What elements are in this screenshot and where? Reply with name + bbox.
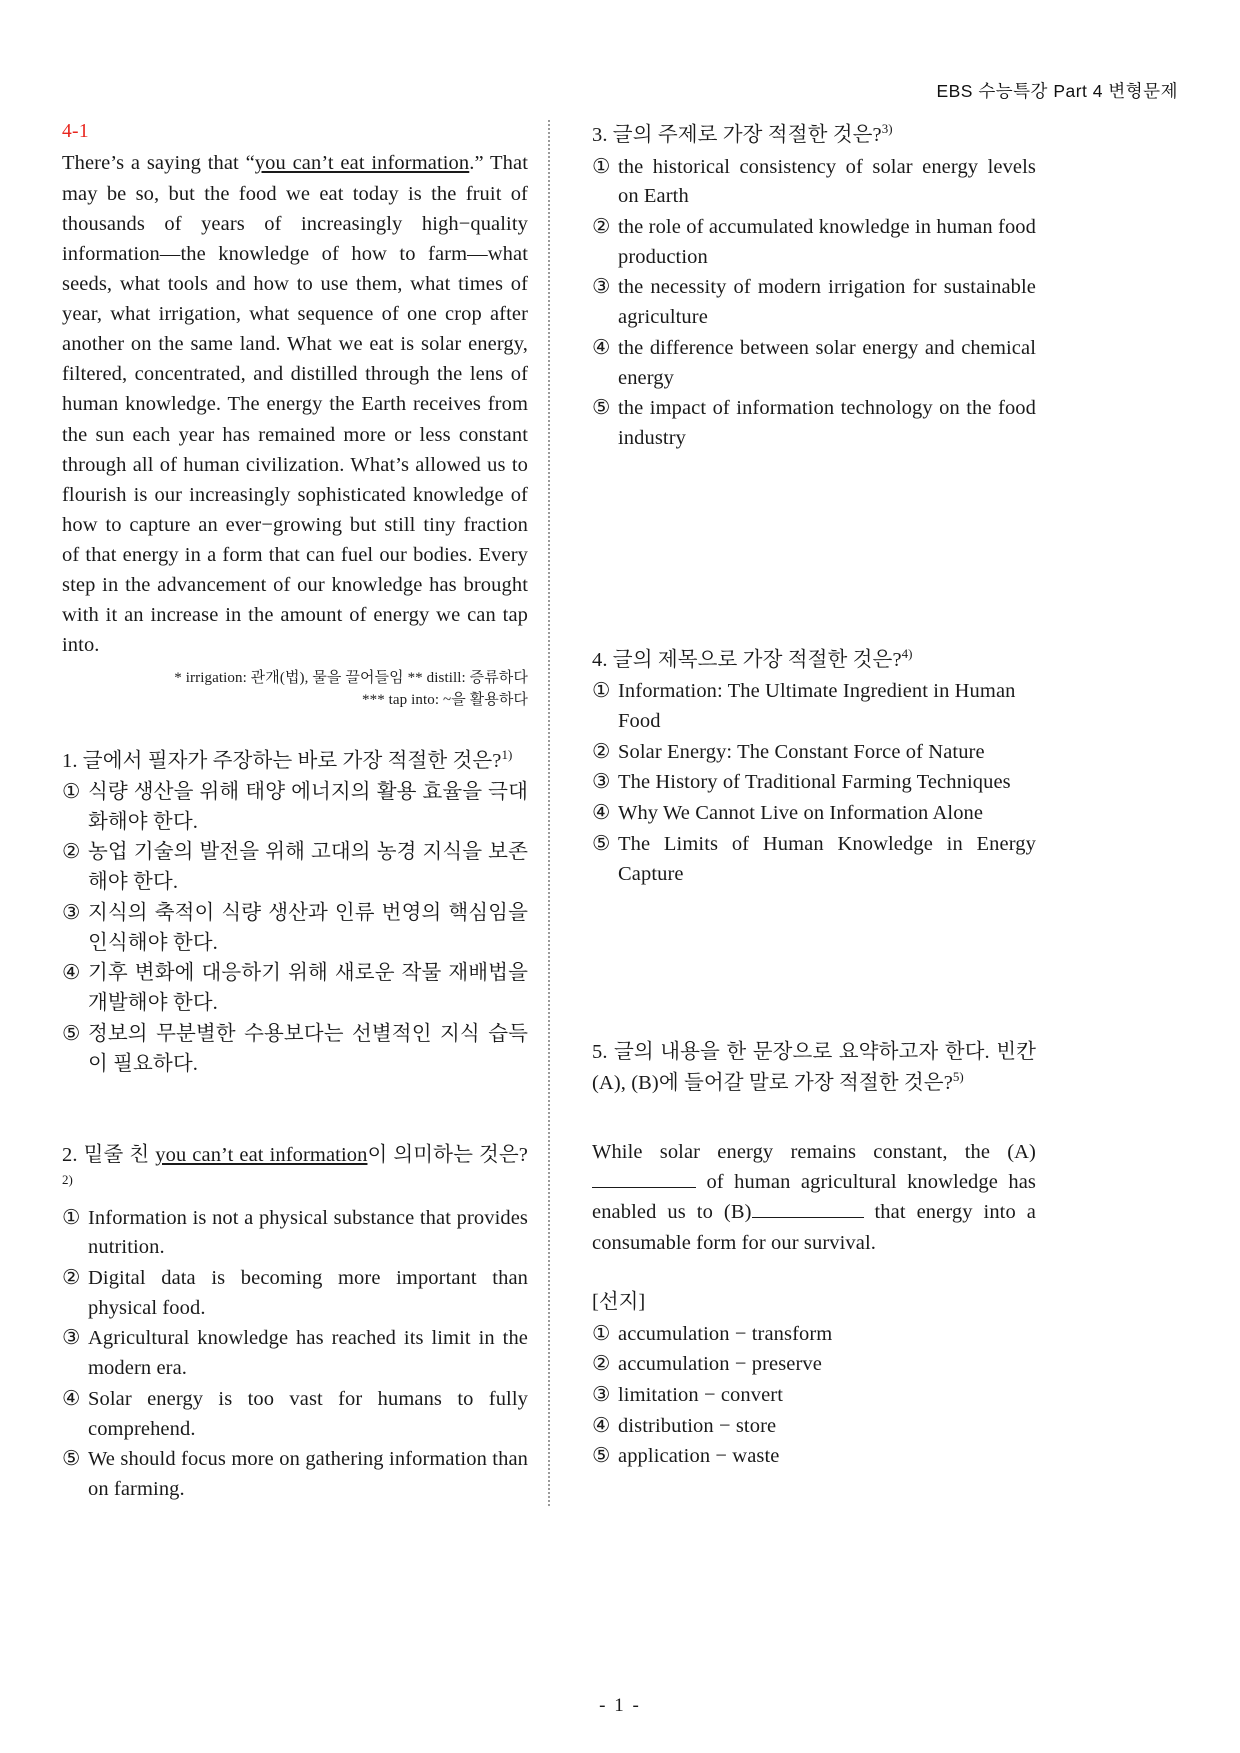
question-5-stem-text: 5. 글의 내용을 한 문장으로 요약하고자 한다. 빈칸 (A), (B)에 들어갈 말로 가장 적절한 것은? <box>592 1041 1036 1094</box>
option-label: limitation − convert <box>618 1384 783 1407</box>
question-3-stem <box>592 120 1036 151</box>
option-marker: ① <box>592 680 611 703</box>
question-2-stem-prefix: 2. 밑줄 친 <box>62 1144 156 1167</box>
option-label: 지식의 축적이 식량 생산과 인류 번영의 핵심임을 인식해야 한다. <box>88 901 528 954</box>
footnote-line-2: *** tap into: ~을 활용하다 <box>362 692 528 708</box>
passage-before-quote: There’s a saying that “ <box>62 152 255 175</box>
option-item[interactable] <box>592 334 1036 393</box>
option-item[interactable] <box>592 738 1036 768</box>
left-column <box>62 120 540 1506</box>
option-item[interactable] <box>592 677 1036 736</box>
question-3-footnote-marker: 3) <box>881 121 893 136</box>
page-header <box>62 78 1178 104</box>
option-item[interactable] <box>62 1020 528 1079</box>
blank-a[interactable] <box>592 1187 696 1188</box>
option-label: accumulation − transform <box>618 1322 833 1345</box>
question-4 <box>592 645 1036 890</box>
option-marker: ③ <box>592 276 611 299</box>
option-marker: ① <box>62 1206 81 1229</box>
option-label: Information: The Ultimate Ingredient in Human Food <box>618 680 1016 732</box>
question-1 <box>62 746 528 1080</box>
option-label: 기후 변화에 대응하기 위해 새로운 작물 재배법을 개발해야 한다. <box>88 962 528 1015</box>
option-label: accumulation − preserve <box>618 1353 822 1376</box>
question-1-stem <box>62 746 528 777</box>
question-3 <box>592 120 1036 454</box>
option-label: 정보의 무분별한 수용보다는 선별적인 지식 습득이 필요하다. <box>88 1022 528 1075</box>
option-label: Information is not a physical substance that provides nutrition. <box>88 1206 528 1259</box>
question-4-footnote-marker: 4) <box>901 645 913 661</box>
option-marker: ⑤ <box>592 397 611 420</box>
option-label: 농업 기술의 발전을 위해 고대의 농경 지식을 보존해야 한다. <box>88 841 528 894</box>
option-marker: ③ <box>62 1327 81 1350</box>
summary-part-3: that energy into a consumable form for our survival. <box>592 1201 1036 1254</box>
option-label: Solar Energy: The Constant Force of Nature <box>618 740 985 763</box>
option-label: the difference between solar energy and chemical energy <box>618 336 1036 389</box>
option-item[interactable] <box>592 830 1036 889</box>
question-4-stem <box>592 645 1036 676</box>
option-item[interactable] <box>592 1442 1036 1472</box>
question-4-options <box>592 677 1036 889</box>
summary-part-1: While solar energy remains constant, the (A) <box>592 1140 1036 1163</box>
option-marker: ④ <box>592 1414 611 1437</box>
question-1-options <box>62 778 528 1079</box>
option-item[interactable] <box>62 838 528 897</box>
option-label: the impact of information technology on the food industry <box>618 397 1036 450</box>
option-marker: ① <box>592 155 611 178</box>
option-label: Agricultural knowledge has reached its limit in the modern era. <box>88 1327 528 1380</box>
option-marker: ④ <box>592 802 611 825</box>
option-label: application − waste <box>618 1445 780 1468</box>
option-label: We should focus more on gathering information than on farming. <box>88 1448 528 1500</box>
option-marker: ⑤ <box>62 1448 81 1471</box>
question-5-footnote-marker: 5) <box>952 1069 964 1085</box>
option-item[interactable] <box>62 1385 528 1444</box>
header-title: EBS 수능특강 Part 4 변형문제 <box>936 81 1178 101</box>
option-marker: ③ <box>62 901 81 924</box>
question-5-stem <box>592 1038 1036 1098</box>
option-marker: ① <box>592 1322 611 1345</box>
option-item[interactable] <box>62 1204 528 1263</box>
option-item[interactable] <box>592 153 1036 212</box>
option-item[interactable] <box>592 1381 1036 1411</box>
question-3-options <box>592 153 1036 454</box>
question-1-stem-text: 1. 글에서 필자가 주장하는 바로 가장 적절한 것은? <box>62 749 502 772</box>
option-item[interactable] <box>62 1445 528 1504</box>
option-label: Why We Cannot Live on Information Alone <box>618 802 984 825</box>
option-item[interactable] <box>592 213 1036 272</box>
question-5 <box>592 1038 1036 1472</box>
option-label: the role of accumulated knowledge in human food production <box>618 215 1036 268</box>
option-marker: ② <box>62 841 81 864</box>
right-column <box>558 120 1036 1506</box>
question-gap-3-4 <box>592 455 1036 645</box>
option-label: The Limits of Human Knowledge in Energy Capture <box>618 832 1036 885</box>
option-item[interactable] <box>62 959 528 1018</box>
page-number: - 1 - <box>599 1695 641 1716</box>
passage-quote: you can’t eat information <box>254 152 470 175</box>
option-item[interactable] <box>592 394 1036 453</box>
question-2-options <box>62 1204 528 1505</box>
question-1-footnote-marker: 1) <box>501 746 513 762</box>
option-label: Digital data is becoming more important than physical food. <box>88 1266 528 1319</box>
option-item[interactable] <box>592 1350 1036 1380</box>
option-marker: ② <box>62 1266 81 1289</box>
question-2-footnote-marker: 2) <box>62 1171 73 1187</box>
blank-b[interactable] <box>752 1217 864 1218</box>
option-item[interactable] <box>592 1412 1036 1442</box>
option-marker: ③ <box>592 1384 611 1407</box>
option-marker: ⑤ <box>592 1445 611 1468</box>
summary-part-2: of human agricultural knowledge has enabled us to (B) <box>592 1170 1036 1224</box>
option-marker: ② <box>592 1353 611 1376</box>
option-item[interactable] <box>62 1264 528 1323</box>
option-label: the historical consistency of solar energy levels on Earth <box>618 155 1036 208</box>
option-marker: ② <box>592 740 611 763</box>
question-2-stem-suffix: 이 의미하는 것은? <box>367 1144 528 1167</box>
question-3-stem-text: 3. 글의 주제로 가장 적절한 것은? <box>592 123 882 146</box>
footnote-line-1: * irrigation: 관개(법), 물을 끌어들임 ** distill: 증류하다 <box>174 669 528 686</box>
option-marker: ⑤ <box>592 832 611 855</box>
option-marker: ③ <box>592 771 611 794</box>
option-marker: ① <box>62 781 81 804</box>
option-label: The History of Traditional Farming Techniques <box>618 771 1011 794</box>
question-4-stem-text: 4. 글의 제목으로 가장 적절한 것은? <box>592 648 902 671</box>
page-footer <box>0 1695 1240 1717</box>
choices-label: [선지] <box>592 1290 646 1313</box>
reading-passage <box>62 148 528 660</box>
option-label: the necessity of modern irrigation for sustainable agriculture <box>618 276 1036 329</box>
option-item[interactable] <box>592 799 1036 829</box>
option-marker: ⑤ <box>62 1022 81 1045</box>
two-column-body <box>62 120 1178 1506</box>
option-item[interactable] <box>592 1320 1036 1350</box>
set-label: 4-1 <box>62 121 89 142</box>
question-gap-4-5 <box>592 890 1036 1038</box>
option-item[interactable] <box>592 768 1036 798</box>
question-2-stem <box>62 1141 528 1201</box>
question-5-options <box>592 1320 1036 1473</box>
passage-after-quote: .” That may be so, but the food we eat today is the fruit of thousands of years of increasingly high−quality information—the knowledge of how to farm—what seeds, what tools and how to use them, what times of year, what irrigation, what sequence of one crop after another on the same land. What we eat is solar energy, filtered, concentrated, and distilled through the lens of human knowledge. The energy the Earth receives from the sun each year has remained more or less constant through all of human civilization. What’s allowed us to flourish is our increasingly sophisticated knowledge of how to capture an ever−growing but still tiny fraction of that energy in a form that can fuel our bodies. Every step in the advancement of our knowledge has brought with it an increase in the amount of energy we can tap into. <box>62 152 529 657</box>
option-label: distribution − store <box>618 1414 777 1437</box>
summary-sentence <box>592 1137 1036 1258</box>
column-divider <box>548 120 550 1506</box>
option-marker: ④ <box>592 336 611 359</box>
question-2 <box>62 1141 528 1504</box>
option-item[interactable] <box>592 273 1036 332</box>
option-item[interactable] <box>62 899 528 958</box>
option-item[interactable] <box>62 1324 528 1383</box>
option-item[interactable] <box>62 778 528 837</box>
option-marker: ② <box>592 215 611 238</box>
footnote-block <box>62 667 528 712</box>
option-label: 식량 생산을 위해 태양 에너지의 활용 효율을 극대화해야 한다. <box>88 781 528 833</box>
option-marker: ④ <box>62 962 81 985</box>
question-2-stem-underline: you can’t eat information <box>155 1144 368 1167</box>
option-marker: ④ <box>62 1387 81 1410</box>
option-label: Solar energy is too vast for humans to fully comprehend. <box>88 1387 528 1440</box>
